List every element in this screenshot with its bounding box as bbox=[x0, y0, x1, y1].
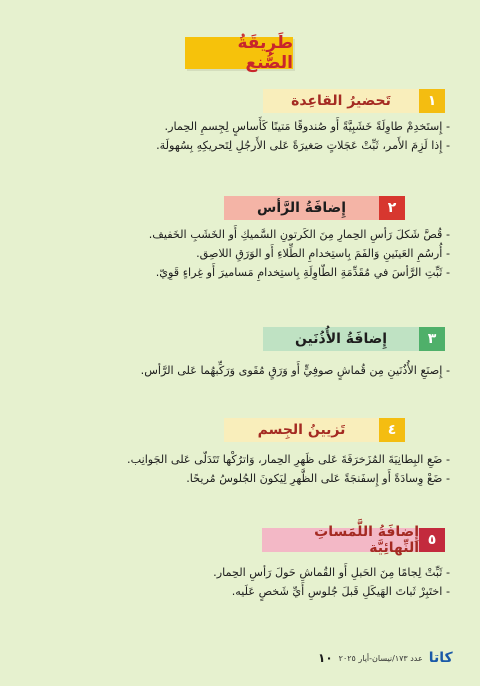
section-lines bbox=[213, 563, 450, 601]
issue-info: عدد ١٧٣/نيسان-أيار ٢٠٢٥ bbox=[338, 653, 423, 663]
list-item: - إِصنَعِ الأُذُنَينِ مِن قُماشٍ صوفِيٍّ أَو وَرَقٍ مُقَوى وَرَكِّبهُما عَلى الرَّأس. bbox=[140, 364, 450, 377]
section-number: ٣ bbox=[419, 327, 445, 351]
magazine-logo: كاتا bbox=[428, 650, 453, 666]
list-item: - إِذا لَزِمَ الأَمر، ثَبِّتْ عَجَلاتٍ صَغيرَةً عَلى الأَرجُلِ لِتَحريكِهِ بِسُهولَة. bbox=[156, 139, 450, 152]
section-number: ٢ bbox=[379, 196, 405, 220]
section-title: تَحضيرُ القاعِدة bbox=[263, 89, 419, 113]
section-header bbox=[224, 196, 405, 220]
section-lines bbox=[141, 361, 450, 380]
section-header bbox=[262, 524, 445, 556]
page-footer bbox=[318, 650, 453, 666]
list-item: - اختَبِرْ ثَباتَ الهَيكَلِ قَبلَ جُلوسِ أَيِّ شَخصٍ عَلَيه. bbox=[231, 585, 450, 598]
list-item: - أُرسُمِ العَينَينِ وَالفَمَ بِاستِخدامِ الطِّلاءِ أَو الوَرَقِ اللاصِق. bbox=[196, 247, 450, 260]
section-header bbox=[263, 89, 445, 113]
section-number: ٤ bbox=[379, 418, 405, 442]
list-item: - إِستَخدِمْ طاوِلَةً خَشَبِيَّةً أَو صُندوقًا مَتينًا كَأَساسٍ لِجِسمِ الحِمار. bbox=[164, 120, 450, 133]
section-title: إِضافَةُ الأُذُنَين bbox=[263, 327, 419, 351]
section-lines bbox=[149, 225, 450, 282]
section-lines bbox=[156, 117, 450, 155]
section-title: تَزيينُ الجِسم bbox=[224, 418, 379, 442]
list-item: - ضَعِ البِطانِيَةَ المُزَخرَفَةَ عَلى ظَهرِ الحِمار، وَاترُكْها تَتَدَلّى عَلى الجَوانِب. bbox=[127, 453, 450, 466]
page-number: ١٠ bbox=[318, 651, 333, 665]
list-item: - ثَبِّتْ لِجامًا مِنَ الحَبلِ أَو القُماشِ حَولَ رَأسِ الحِمار. bbox=[213, 566, 450, 579]
list-item: - ضَعْ وِسادَةً أَو إِسفَنجَةً عَلى الظَّهرِ لِيَكونَ الجُلوسُ مُريحًا. bbox=[186, 472, 450, 485]
section-lines bbox=[127, 450, 450, 488]
section-header bbox=[224, 418, 405, 442]
section-number: ١ bbox=[419, 89, 445, 113]
section-title: إِضافَةُ اللَّمَساتِ النِّهائِيَّة bbox=[262, 528, 419, 552]
section-header bbox=[263, 327, 445, 351]
section-number: ٥ bbox=[419, 528, 445, 552]
section-title: إِضافَةُ الرَّأس bbox=[224, 196, 379, 220]
list-item: - ثَبِّتِ الرَّأسَ في مُقَدِّمَةِ الطّاوِلَةِ بِاستِخدامِ مَساميرَ أَو غِراءٍ قَوِيّ. bbox=[155, 266, 450, 279]
list-item: - قُصَّ شَكلَ رَأسِ الحِمارِ مِنَ الكَرتونِ السَّميكِ أَو الخَشَبِ الخَفيف. bbox=[148, 228, 450, 241]
page-title: طَرِيقَةُ الصُّنع bbox=[185, 37, 293, 69]
